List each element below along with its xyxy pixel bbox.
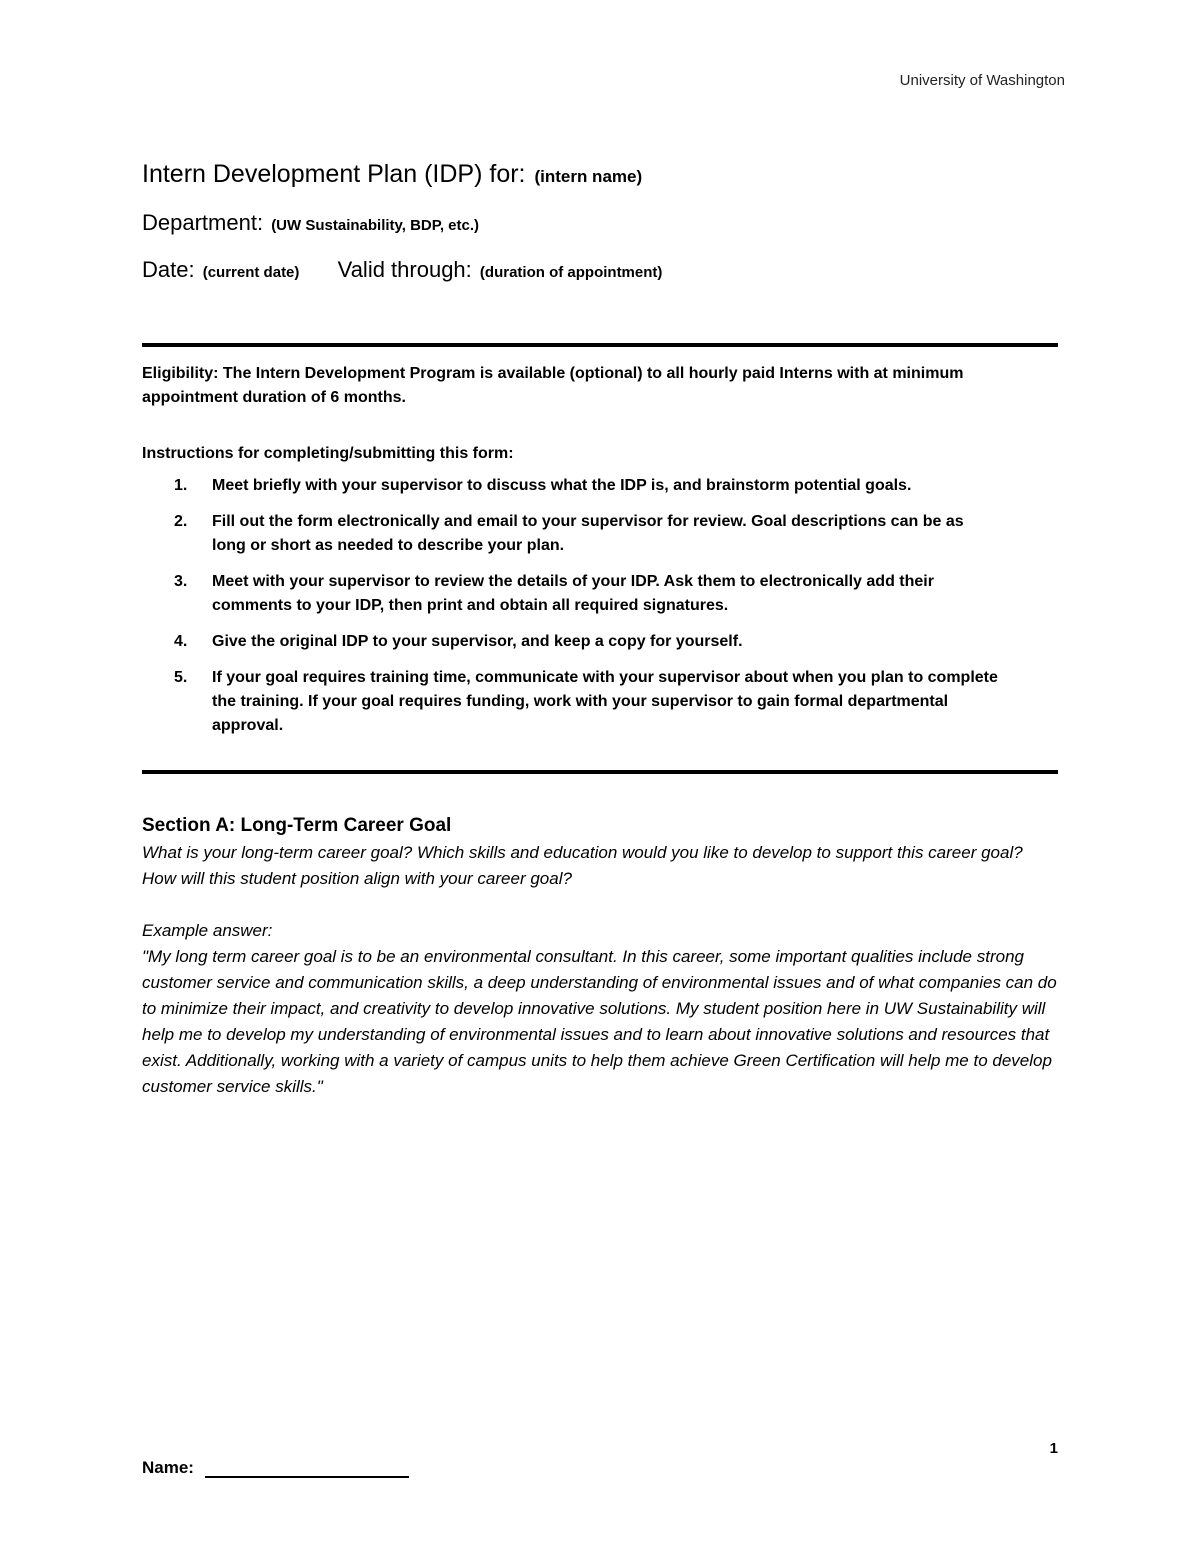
department-line [142,207,1058,242]
page-number: 1 [1049,1440,1058,1457]
section-a-prompt: What is your long-term career goal? Which skills and education would you like to develop to support this career goal? How will this student position align with your career goal? [142,843,1023,888]
instruction-step [142,474,1058,498]
step-number: 4. [174,633,188,650]
divider-top [142,343,1058,347]
step-number: 5. [174,669,188,686]
instruction-step [142,570,1058,618]
date-line [142,254,1058,289]
instruction-step [142,666,1058,738]
instruction-step [142,630,1058,654]
name-field [142,1458,409,1478]
intern-name-placeholder[interactable]: (intern name) [534,167,643,186]
section-a-title: Section A: Long-Term Career Goal [142,815,452,836]
step-number: 2. [174,513,188,530]
section-a [142,812,1058,1100]
instruction-steps [142,474,1058,738]
instructions-block [142,362,1058,750]
instruction-step [142,510,1058,558]
step-text: Give the original IDP to your supervisor, and keep a copy for yourself. [212,633,743,650]
title-text: Intern Development Plan (IDP) for: [142,160,526,188]
instructions-heading: Instructions for completing/submitting this form: [142,445,514,462]
example-answer[interactable]: "My long term career goal is to be an environmental consultant. In this career, some important qualities include strong customer service and communication skills, a deep understanding of environmental issues and of what companies can do to minimize their impact, and creativity to develop innovative solutions. My student position here in UW Sustainability will help me to develop my understanding of environmental issues and to learn about innovative solutions and resources that exist. Additionally, working with a variety of campus units to help them achieve Green Certification will help me to develop customer service skills." [142,947,1057,1096]
name-blank-line[interactable] [205,1458,409,1478]
department-placeholder[interactable]: (UW Sustainability, BDP, etc.) [271,217,479,234]
date-placeholder[interactable]: (current date) [202,264,300,281]
divider-bottom [142,770,1058,774]
organization-header: University of Washington [899,72,1065,89]
step-text: Fill out the form electronically and email to your supervisor for review. Goal descriptions can be as long or short as needed to describe your plan. [212,513,964,554]
valid-through-placeholder[interactable]: (duration of appointment) [479,264,663,281]
name-label: Name: [142,1458,194,1477]
valid-through-label: Valid through: [337,257,472,282]
step-text: If your goal requires training time, communicate with your supervisor about when you plan to complete the training. If your goal requires funding, work with your supervisor to gain formal departmental approval. [212,669,998,734]
step-number: 3. [174,573,188,590]
eligibility-text: Eligibility: The Intern Development Program is available (optional) to all hourly paid Interns with at minimum appointment duration of 6 months. [142,365,964,406]
date-label: Date: [142,257,195,282]
document-title [142,156,1058,195]
step-number: 1. [174,477,188,494]
example-label: Example answer: [142,921,273,940]
department-label: Department: [142,210,264,235]
title-block [142,156,1058,289]
step-text: Meet briefly with your supervisor to discuss what the IDP is, and brainstorm potential goals. [212,477,912,494]
step-text: Meet with your supervisor to review the details of your IDP. Ask them to electronically add their comments to your IDP, then print and obtain all required signatures. [212,573,934,614]
